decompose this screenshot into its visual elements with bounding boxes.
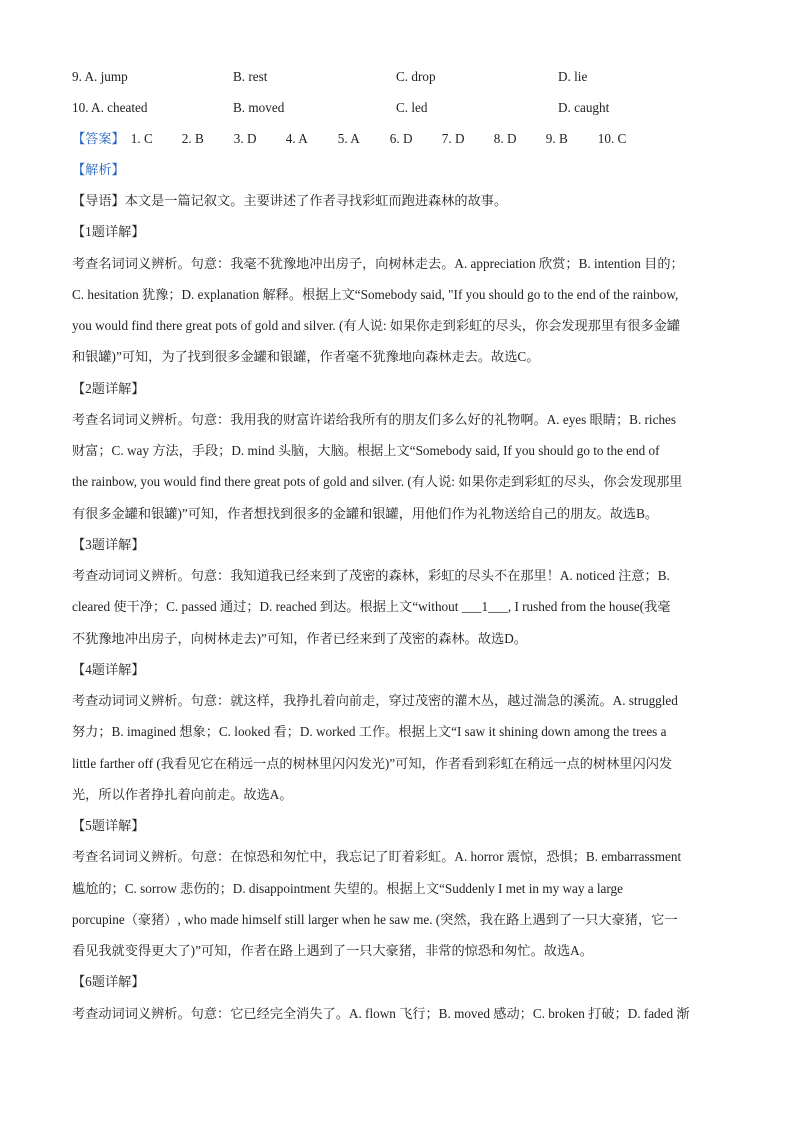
answer-label: 【答案】: [72, 131, 125, 146]
detail-1-line: C. hesitation 犹豫；D. explanation 解释。根据上文“Somebody said, "If you should go to the end of the rainbow,: [72, 287, 679, 302]
answer-item: 3. D: [233, 131, 257, 146]
detail-1-line: 考查名词词义辨析。句意：我毫不犹豫地冲出房子，向树林走去。A. appreciation 欣赏；B. intention 目的；: [72, 256, 684, 271]
detail-4-line: 光，所以作者挣扎着向前走。故选A。: [72, 787, 293, 802]
answer-item: 10. C: [597, 131, 627, 146]
detail-4-title: 【4题详解】: [72, 662, 145, 677]
detail-4-line: 考查动词词义辨析。句意：就这样，我挣扎着向前走，穿过茂密的灌木丛，越过湍急的溪流。A. struggled: [72, 693, 678, 708]
detail-3-text: , I rushed from the house(我毫: [507, 599, 671, 614]
intro-label: 【导语】: [72, 193, 125, 208]
detail-3-line: 不犹豫地冲出房子，向树林走去)”可知，作者已经来到了茂密的森林。故选D。: [72, 631, 527, 646]
q10-option-b: B. moved: [233, 100, 285, 115]
answer-item: 5. A: [337, 131, 360, 146]
q9-option-b: B. rest: [233, 69, 268, 84]
detail-2-line: 财富；C. way 方法，手段；D. mind 头脑，大脑。根据上文“Somebody said, If you should go to the end of: [72, 443, 660, 458]
detail-3-line: 考查动词词义辨析。句意：我知道我已经来到了茂密的森林，彩虹的尽头不在那里！A. noticed 注意；B.: [72, 568, 670, 583]
q9-option-d: D. lie: [558, 69, 588, 84]
q9-option-a: 9. A. jump: [72, 69, 128, 84]
blank-marker: ___1___: [461, 599, 508, 614]
detail-5-line: porcupine（豪猪）, who made himself still larger when he saw me. (突然，我在路上遇到了一只大豪猪，它一: [72, 912, 678, 927]
answer-item: 7. D: [441, 131, 465, 146]
detail-3-text: cleared 使干净；C. passed 通过；D. reached 到达。根据上文“without: [72, 599, 462, 614]
detail-5-title: 【5题详解】: [72, 818, 145, 833]
detail-1-line: you would find there great pots of gold and silver. (有人说: 如果你走到彩虹的尽头，你会发现那里有很多金罐: [72, 318, 681, 333]
detail-5-line: 考查名词词义辨析。句意：在惊恐和匆忙中，我忘记了盯着彩虹。A. horror 震惊，恐惧；B. embarrassment: [72, 849, 682, 864]
detail-3-title: 【3题详解】: [72, 537, 145, 552]
detail-5-line: 尴尬的；C. sorrow 悲伤的；D. disappointment 失望的。根据上文“Suddenly I met in my way a large: [72, 881, 624, 896]
answer-item: 6. D: [389, 131, 413, 146]
detail-2-line: 有很多金罐和银罐)”可知，作者想找到很多的金罐和银罐，用他们作为礼物送给自己的朋友。故选B。: [72, 506, 659, 521]
answer-item: 1. C: [130, 131, 153, 146]
q10-option-c: C. led: [396, 100, 428, 115]
q10-option-a: 10. A. cheated: [72, 100, 148, 115]
answer-item: 8. D: [493, 131, 517, 146]
detail-4-line: 努力；B. imagined 想象；C. looked 看；D. worked 工作。根据上文“I saw it shining down among the trees a: [72, 724, 667, 739]
detail-5-line: 看见我就变得更大了)”可知，作者在路上遇到了一只大豪猪，非常的惊恐和匆忙。故选A。: [72, 943, 593, 958]
detail-2-line: the rainbow, you would find there great pots of gold and silver. (有人说: 如果你走到彩虹的尽头，你会发现那里: [72, 474, 683, 489]
answer-item: 9. B: [545, 131, 568, 146]
analysis-label: 【解析】: [72, 162, 125, 177]
detail-2-line: 考查名词词义辨析。句意：我用我的财富许诺给我所有的朋友们多么好的礼物啊。A. eyes 眼睛；B. riches: [72, 412, 677, 427]
answer-row: [72, 130, 626, 148]
detail-3-line: [72, 598, 670, 616]
detail-1-title: 【1题详解】: [72, 224, 145, 239]
intro-text: 本文是一篇记叙文。主要讲述了作者寻找彩虹而跑进森林的故事。: [124, 193, 508, 208]
q10-option-d: D. caught: [558, 100, 610, 115]
detail-6-title: 【6题详解】: [72, 974, 145, 989]
detail-1-line: 和银罐)”可知，为了找到很多金罐和银罐，作者毫不犹豫地向森林走去。故选C。: [72, 349, 540, 364]
detail-4-line: little farther off (我看见它在稍远一点的树林里闪闪发光)”可知，作者看到彩虹在稍远一点的树林里闪闪发: [72, 756, 673, 771]
answer-item: 2. B: [181, 131, 204, 146]
detail-6-line: 考查动词词义辨析。句意：它已经完全消失了。A. flown 飞行；B. moved 感动；C. broken 打破；D. faded 渐: [72, 1006, 690, 1021]
q9-option-c: C. drop: [396, 69, 436, 84]
answer-item: 4. A: [285, 131, 308, 146]
intro-line: [72, 192, 507, 210]
detail-2-title: 【2题详解】: [72, 381, 145, 396]
